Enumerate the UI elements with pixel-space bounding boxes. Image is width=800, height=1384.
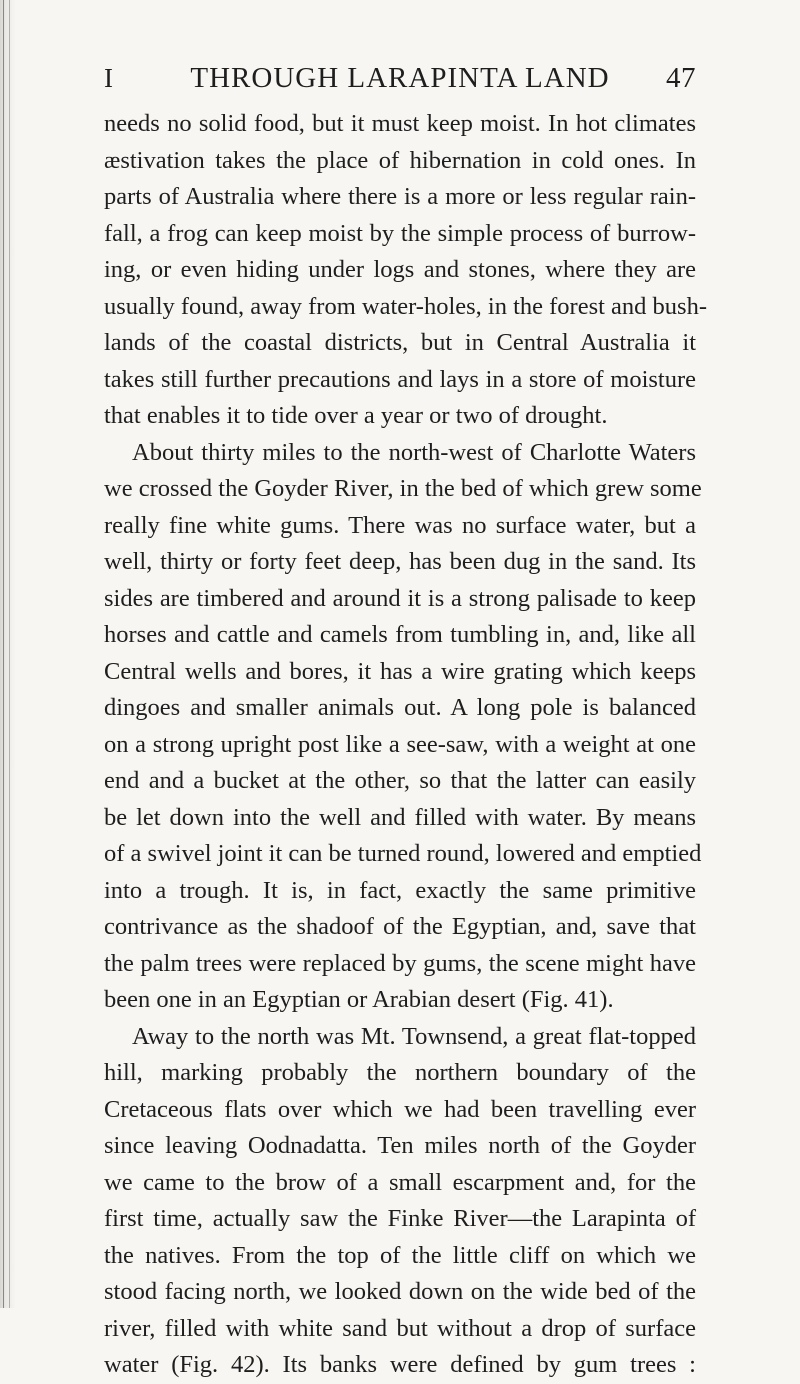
text-line: lands of the coastal districts, but in Central Australia it: [104, 329, 696, 356]
text-line: takes still further precautions and lays in a store of moisture: [104, 365, 696, 393]
text-line: ing, or even hiding under logs and stones, where they are: [104, 256, 696, 283]
text-line: hill, marking probably the northern boundary of the: [104, 1059, 696, 1086]
text-line: stood facing north, we looked down on the wide bed of the: [104, 1278, 696, 1305]
text-line: contrivance as the shadoof of the Egyptian, and, save that: [104, 913, 696, 940]
book-spine-shadow: [0, 0, 16, 1308]
spine-line: [9, 0, 10, 1308]
text-line: æstivation takes the place of hibernation in cold ones. In: [104, 146, 696, 174]
text-line: be let down into the well and filled with water. By means: [104, 803, 696, 831]
text-line: Central wells and bores, it has a wire grating which keeps: [104, 657, 696, 685]
text-line: well, thirty or forty feet deep, has been dug in the sand. Its: [104, 548, 696, 575]
running-title: THROUGH LARAPINTA LAND: [190, 62, 610, 94]
text-line: dingoes and smaller animals out. A long pole is balanced: [104, 694, 696, 721]
text-line: parts of Australia where there is a more or less regular rain-: [104, 183, 696, 210]
text-line: About thirty miles to the north-west of Charlotte Waters: [132, 438, 696, 466]
text-line: first time, actually saw the Finke River—the Larapinta of: [104, 1205, 696, 1232]
text-line: the palm trees were replaced by gums, the scene might have: [104, 949, 696, 977]
text-line: usually found, away from water-holes, in the forest and bush-: [104, 292, 708, 320]
text-line: we crossed the Goyder River, in the bed of which grew some: [104, 475, 702, 502]
text-line: been one in an Egyptian or Arabian desert (Fig. 41).: [104, 986, 614, 1013]
text-line: end and a bucket at the other, so that the latter can easily: [104, 767, 696, 794]
text-line: really fine white gums. There was no surface water, but a: [104, 511, 696, 539]
text-line: water (Fig. 42). Its banks were defined by gum trees :: [104, 1351, 696, 1378]
text-line: of a swivel joint it can be turned round, lowered and emptied: [104, 840, 702, 867]
text-line: Away to the north was Mt. Townsend, a great flat-topped: [132, 1022, 696, 1050]
page-number: 47: [666, 62, 696, 94]
text-line: river, filled with white sand but without a drop of surface: [104, 1314, 696, 1342]
running-header: [104, 58, 696, 98]
chapter-numeral: I: [104, 63, 114, 93]
text-line: horses and cattle and camels from tumbling in, and, like all: [104, 621, 696, 648]
body-text: [104, 106, 708, 1384]
text-line: into a trough. It is, in fact, exactly the same primitive: [104, 876, 696, 904]
text-line: the natives. From the top of the little cliff on which we: [104, 1241, 696, 1269]
spine-line: [3, 0, 4, 1308]
text-line: fall, a frog can keep moist by the simple process of burrow-: [104, 219, 696, 247]
text-line: we came to the brow of a small escarpment and, for the: [104, 1168, 696, 1196]
text-line: needs no solid food, but it must keep moist. In hot climates: [104, 110, 696, 137]
text-line: since leaving Oodnadatta. Ten miles north of the Goyder: [104, 1132, 696, 1159]
text-line: on a strong upright post like a see-saw, with a weight at one: [104, 730, 696, 758]
text-line: sides are timbered and around it is a strong palisade to keep: [104, 584, 696, 612]
text-line: that enables it to tide over a year or two of drought.: [104, 402, 608, 429]
text-line: Cretaceous flats over which we had been travelling ever: [104, 1095, 696, 1123]
